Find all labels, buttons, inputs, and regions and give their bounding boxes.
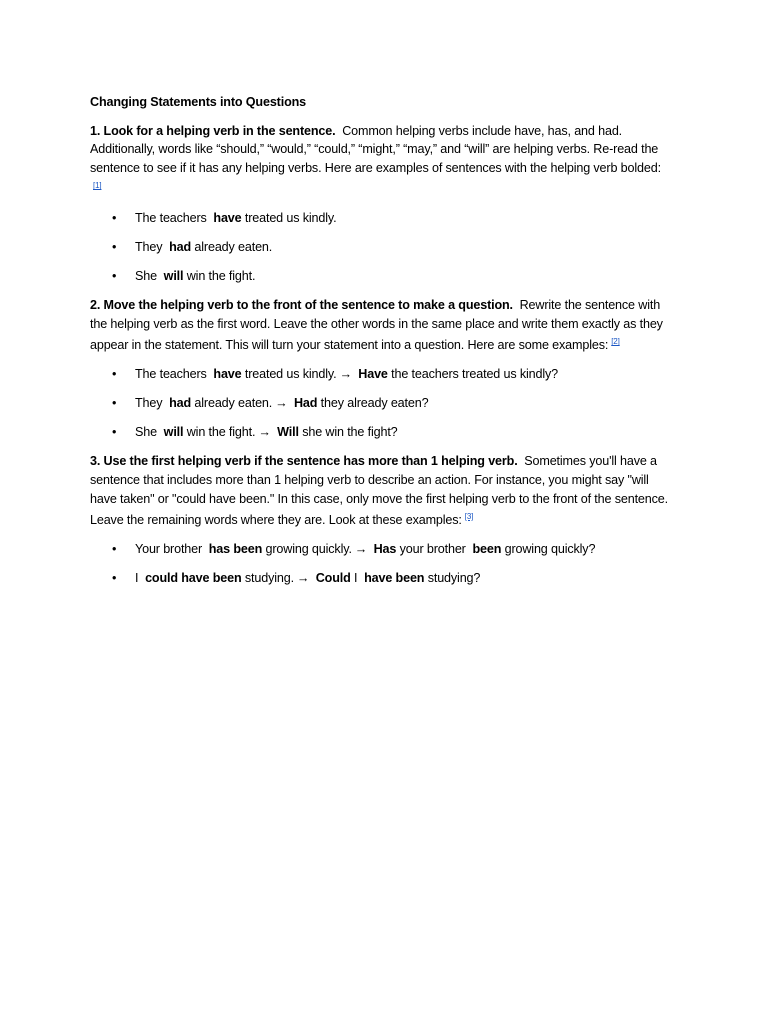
helping-verb: will [163, 425, 184, 440]
question-verb: Will [277, 425, 299, 440]
example-rest: already eaten. [194, 240, 273, 255]
list-item [90, 238, 672, 257]
example-subject: The teachers [135, 210, 207, 225]
question-subject: I [354, 570, 358, 585]
example-subject: They [135, 240, 163, 255]
example-rest: already eaten. [194, 396, 273, 411]
step-2-body: Rewrite the sentence with the helping verb as the first word. Leave the other words in the same place and write them exactly as they appear in the statement. This will turn your statement into a question. Here are some examples: [90, 298, 663, 353]
list-item [90, 423, 672, 442]
list-item [90, 394, 672, 413]
example-rest: studying. [244, 570, 294, 585]
list-item [90, 540, 672, 559]
list-item [90, 365, 672, 384]
question-subject: your brother [399, 541, 466, 556]
helping-verb: has been [208, 541, 263, 556]
step-3-paragraph [90, 452, 672, 529]
question-rest: the teachers treated us kindly? [391, 367, 559, 382]
helping-verb: had [169, 396, 192, 411]
question-rest: she win the fight? [302, 425, 398, 440]
question-rest: they already eaten? [320, 396, 429, 411]
footnote-link-2[interactable]: [2] [611, 337, 620, 347]
remaining-verb: have been [364, 570, 425, 585]
step-2-lead: 2. Move the helping verb to the front of the sentence to make a question. [90, 298, 513, 313]
step-1-examples [90, 209, 672, 286]
list-item [90, 209, 672, 228]
example-subject: She [135, 269, 157, 284]
question-verb: Has [373, 541, 397, 556]
document-page [90, 93, 672, 598]
step-1-body: Common helping verbs include have, has, and had. Additionally, words like “should,” “would,” “could,” “might,” “may,” and “will” are helping verbs. Re-read the sentence to see if it has any helping verbs. Here are examples of sentences with the helping verb bolded: [90, 123, 661, 175]
example-rest: treated us kindly. [244, 367, 337, 382]
example-subject: Your brother [135, 541, 203, 556]
question-verb: Have [358, 367, 388, 382]
helping-verb: have [213, 367, 242, 382]
right-arrow-icon: → [339, 367, 352, 382]
question-rest: growing quickly? [504, 541, 596, 556]
question-verb: Could [315, 570, 351, 585]
step-2-examples [90, 365, 672, 442]
example-rest: win the fight. [186, 269, 256, 284]
example-subject: I [135, 570, 139, 585]
footnote-link-1[interactable]: [1] [93, 181, 102, 191]
step-3-lead: 3. Use the first helping verb if the sentence has more than 1 helping verb. [90, 454, 518, 469]
helping-verb: have [213, 210, 242, 225]
right-arrow-icon: → [296, 570, 310, 585]
right-arrow-icon: → [354, 541, 368, 556]
list-item [90, 569, 672, 588]
example-subject: She [135, 425, 157, 440]
example-rest: growing quickly. [265, 541, 352, 556]
list-item [90, 267, 672, 286]
right-arrow-icon: → [258, 425, 271, 440]
helping-verb: could have been [145, 570, 242, 585]
step-1-lead: 1. Look for a helping verb in the sentence. [90, 123, 336, 138]
example-rest: treated us kindly. [244, 210, 337, 225]
helping-verb: will [163, 269, 184, 284]
step-3-examples [90, 540, 672, 588]
footnote-link-3[interactable]: [3] [464, 512, 474, 522]
right-arrow-icon: → [275, 396, 288, 411]
remaining-verb: been [472, 541, 502, 556]
step-2-paragraph [90, 296, 672, 355]
step-3-body: Sometimes you'll have a sentence that includes more than 1 helping verb to describe an action. For instance, you might say "will have taken" or "could have been." In this case, only move the first helping verb to the front of the sentence. Leave the remaining words where they are. Look at these examples: [90, 454, 668, 528]
document-title: Changing Statements into Questions [90, 95, 307, 109]
question-verb: Had [293, 396, 318, 411]
example-rest: win the fight. [186, 425, 256, 440]
helping-verb: had [169, 240, 192, 255]
question-rest: studying? [427, 570, 481, 585]
step-1-paragraph [90, 122, 672, 199]
example-subject: The teachers [135, 367, 207, 382]
example-subject: They [135, 396, 163, 411]
